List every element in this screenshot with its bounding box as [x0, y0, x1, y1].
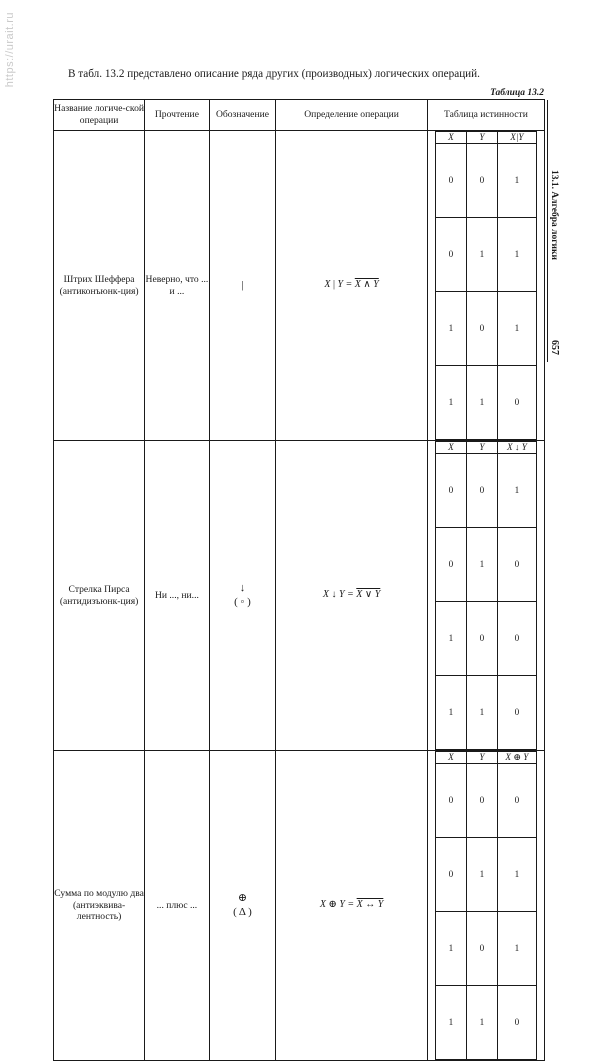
tt-value: 0	[435, 528, 466, 602]
tt-value: 0	[435, 838, 466, 912]
truth-table-header	[435, 132, 536, 144]
header-truth-table: Таблица истинности	[427, 100, 544, 131]
tt-value: 1	[466, 838, 497, 912]
def-negated: X ↔ Y	[356, 899, 384, 911]
tt-head-y: Y	[466, 132, 497, 144]
table-label: Таблица 13.2	[490, 88, 544, 98]
tt-value: 0	[435, 454, 466, 528]
tt-value: 1	[435, 676, 466, 750]
def-op: |	[332, 279, 335, 291]
page-number: 657	[549, 340, 560, 355]
def-right: Y =	[338, 589, 354, 601]
symbol-main: |	[241, 278, 244, 291]
truth-table-row	[435, 838, 536, 912]
running-header: 13.1. Алгебра логики	[549, 170, 559, 260]
tt-value: 1	[466, 528, 497, 602]
operation-name: Сумма по модулю два (антиэквива-лентность)	[54, 751, 145, 1061]
def-op: ⊕	[328, 899, 337, 911]
tt-value: 0	[466, 144, 497, 218]
table-row	[54, 441, 545, 751]
intro-paragraph: В табл. 13.2 представлено описание ряда других (производных) логических операций.	[68, 68, 480, 80]
tt-value: 1	[435, 602, 466, 676]
symbol-alternative: ( Δ )	[233, 905, 252, 918]
operation-symbol	[209, 441, 276, 751]
tt-head-y: Y	[466, 752, 497, 764]
tt-value: 1	[466, 218, 497, 292]
tt-head-x: X	[435, 442, 466, 454]
truth-table-cell	[427, 751, 544, 1061]
tt-value: 1	[466, 676, 497, 750]
side-rule	[547, 100, 548, 362]
operation-name: Стрелка Пирса (антидизъюнк-ция)	[54, 441, 145, 751]
tt-value: 0	[466, 292, 497, 366]
tt-value: 0	[435, 144, 466, 218]
def-left: X	[322, 589, 329, 601]
tt-head-y: Y	[466, 442, 497, 454]
truth-table-row	[435, 292, 536, 366]
operation-symbol	[209, 751, 276, 1061]
tt-head-x: X	[435, 752, 466, 764]
operation-definition	[276, 131, 428, 441]
operations-table	[53, 99, 545, 1061]
table-header-row	[54, 100, 545, 131]
tt-value: 1	[435, 292, 466, 366]
truth-table-row	[435, 676, 536, 750]
tt-head-x: X	[435, 132, 466, 144]
operation-name: Штрих Шеффера (антиконъюнк-ция)	[54, 131, 145, 441]
operation-reading: Ни ..., ни...	[145, 441, 209, 751]
tt-value: 0	[466, 764, 497, 838]
tt-value: 0	[435, 764, 466, 838]
def-left: X	[324, 279, 331, 291]
def-right: Y =	[339, 899, 355, 911]
truth-table-row	[435, 144, 536, 218]
tt-value: 0	[497, 366, 536, 440]
operation-reading: Неверно, что ... и ...	[145, 131, 209, 441]
tt-value: 0	[435, 218, 466, 292]
tt-value: 1	[435, 912, 466, 986]
symbol-main: ↓	[239, 581, 246, 594]
tt-value: 1	[497, 838, 536, 912]
def-negated: X ∨ Y	[356, 589, 381, 601]
operation-reading: ... плюс ...	[145, 751, 209, 1061]
truth-table-header	[435, 442, 536, 454]
tt-value: 0	[466, 454, 497, 528]
tt-value: 1	[497, 912, 536, 986]
watermark: https://urait.ru	[4, 12, 16, 88]
truth-table	[435, 751, 537, 1060]
def-right: Y =	[337, 279, 353, 291]
tt-value: 0	[497, 764, 536, 838]
tt-value: 1	[497, 144, 536, 218]
tt-head-result: X ⊕ Y	[497, 752, 536, 764]
tt-value: 1	[435, 366, 466, 440]
tt-value: 0	[497, 602, 536, 676]
operation-symbol	[209, 131, 276, 441]
table-row	[54, 131, 545, 441]
operation-definition	[276, 751, 428, 1061]
operation-definition	[276, 441, 428, 751]
tt-value: 1	[497, 218, 536, 292]
truth-table-row	[435, 366, 536, 440]
tt-value: 1	[497, 454, 536, 528]
tt-value: 1	[435, 986, 466, 1060]
symbol-main: ⊕	[237, 891, 248, 904]
truth-table-cell	[427, 131, 544, 441]
tt-value: 0	[497, 528, 536, 602]
def-op: ↓	[331, 589, 337, 601]
tt-value: 0	[466, 602, 497, 676]
tt-head-result: X ↓ Y	[497, 442, 536, 454]
truth-table-row	[435, 986, 536, 1060]
tt-value: 1	[497, 292, 536, 366]
def-negated: X ∧ Y	[354, 279, 379, 291]
truth-table-row	[435, 602, 536, 676]
table-row	[54, 751, 545, 1061]
truth-table-cell	[427, 441, 544, 751]
header-definition: Определение операции	[276, 100, 428, 131]
tt-value: 0	[497, 676, 536, 750]
truth-table-row	[435, 218, 536, 292]
truth-table	[435, 131, 537, 440]
symbol-alternative: ( ◦ )	[234, 595, 251, 608]
tt-value: 1	[466, 986, 497, 1060]
truth-table-header	[435, 752, 536, 764]
truth-table-row	[435, 764, 536, 838]
tt-value: 0	[497, 986, 536, 1060]
header-reading: Прочтение	[145, 100, 209, 131]
truth-table-row	[435, 912, 536, 986]
header-name: Название логиче-ской операции	[54, 100, 145, 131]
truth-table-row	[435, 528, 536, 602]
truth-table	[435, 441, 537, 750]
tt-value: 0	[466, 912, 497, 986]
def-left: X	[319, 899, 326, 911]
tt-head-result: X|Y	[497, 132, 536, 144]
header-symbol: Обозначение	[209, 100, 276, 131]
truth-table-row	[435, 454, 536, 528]
tt-value: 1	[466, 366, 497, 440]
